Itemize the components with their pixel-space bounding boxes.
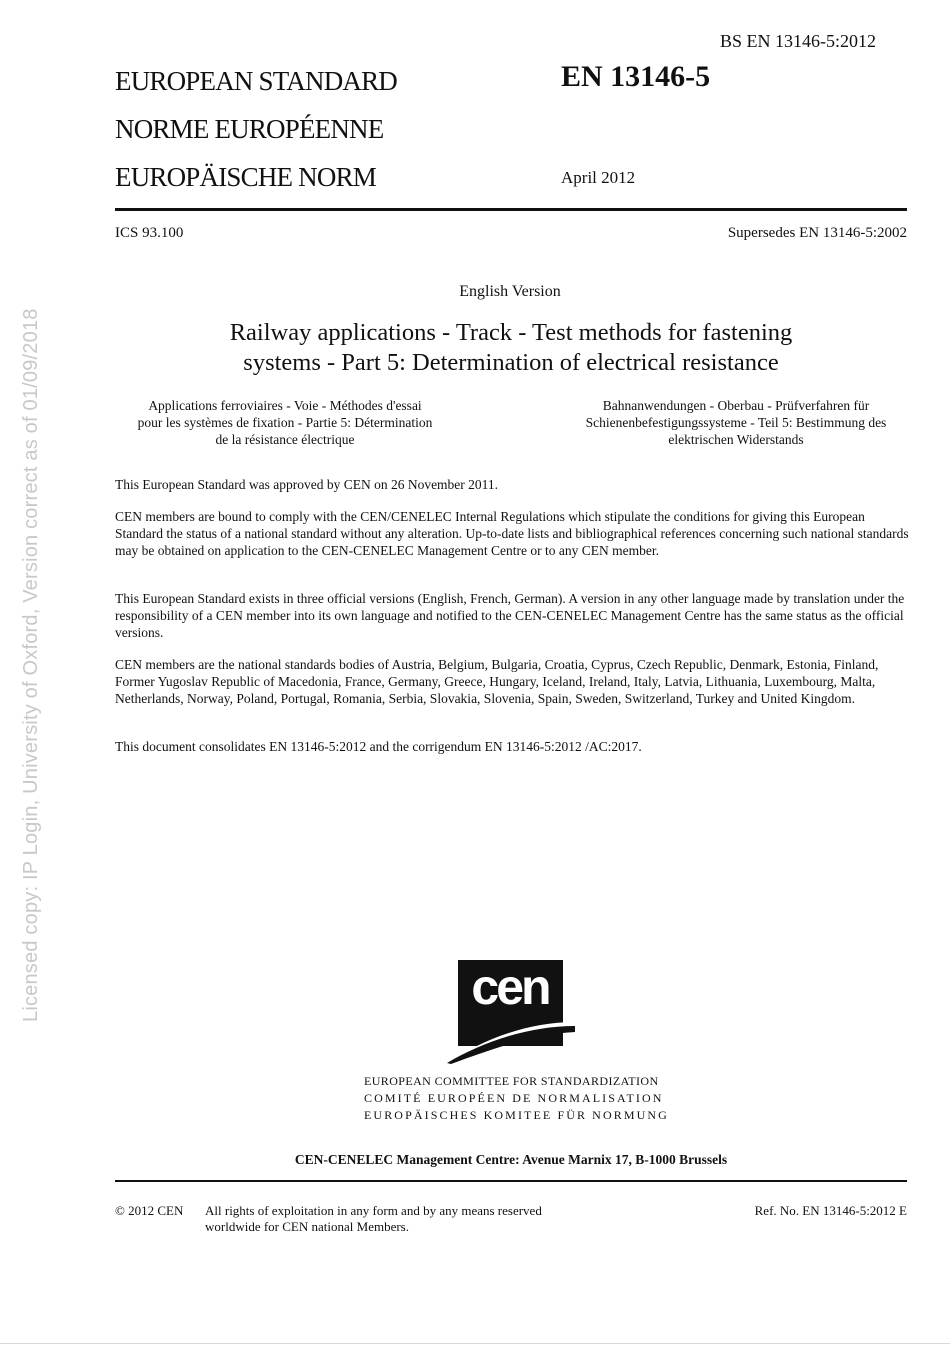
- page-edge-line: [0, 1343, 950, 1344]
- license-watermark: Licensed copy: IP Login, University of Oxford, Version correct as of 01/09/2018: [20, 308, 42, 1022]
- document-title-line: systems - Part 5: Determination of electrical resistance: [243, 349, 779, 376]
- official-versions-paragraph: This European Standard exists in three official versions (English, French, German). A version in any other language made by translation under the responsibility of a CEN member into its own language and notified to the CEN-CENELEC Management Centre has the same status as the official versions.: [115, 591, 905, 640]
- reference-number: Ref. No. EN 13146-5:2012 E: [754, 1203, 907, 1218]
- consolidation-paragraph: This document consolidates EN 13146-5:2012 and the corrigendum EN 13146-5:2012 /AC:2017.: [115, 739, 642, 754]
- cen-logo: [447, 960, 575, 1064]
- french-title-line: Applications ferroviaires - Voie - Méthodes d'essai: [148, 398, 422, 413]
- rights-line: All rights of exploitation in any form and by any means reserved: [205, 1203, 542, 1218]
- copyright: © 2012 CEN: [115, 1203, 184, 1218]
- french-title: [110, 397, 460, 448]
- standard-title-english: EUROPEAN STANDARD: [115, 66, 398, 96]
- document-title: [115, 318, 907, 378]
- french-title-line: de la résistance électrique: [215, 432, 355, 447]
- german-title: [560, 397, 912, 448]
- management-centre-address: CEN-CENELEC Management Centre: Avenue Marnix 17, B-1000 Brussels: [294, 1152, 728, 1167]
- committee-name-french: COMITÉ EUROPÉEN DE NORMALISATION: [364, 1091, 664, 1105]
- rights-statement: [205, 1203, 605, 1235]
- version-label: English Version: [459, 283, 561, 300]
- cen-logo-text: cen: [471, 960, 549, 1015]
- publication-date: April 2012: [561, 168, 636, 187]
- standard-title-german: EUROPÄISCHE NORM: [115, 162, 376, 192]
- rights-line: worldwide for CEN national Members.: [205, 1219, 409, 1234]
- german-title-line: Schienenbefestigungssysteme - Teil 5: Bestimmung des: [585, 415, 887, 430]
- approval-paragraph: This European Standard was approved by CEN on 26 November 2011.: [115, 477, 499, 492]
- compliance-paragraph: CEN members are bound to comply with the CEN/CENELEC Internal Regulations which stipulate the conditions for giving this European Standard the status of a national standard without any alteration. Up-to-date lists and bibliographical references concerning such national standards may be obtained on application to the CEN-CENELEC Management Centre or to any CEN member.: [115, 509, 909, 558]
- german-title-line: elektrischen Widerstands: [668, 432, 804, 447]
- header-divider: [115, 208, 907, 211]
- document-title-line: Railway applications - Track - Test methods for fastening: [229, 319, 793, 346]
- supersedes-note: Supersedes EN 13146-5:2002: [727, 225, 907, 241]
- bs-reference: BS EN 13146-5:2012: [720, 31, 877, 51]
- ics-code: ICS 93.100: [115, 225, 184, 241]
- members-paragraph: CEN members are the national standards bodies of Austria, Belgium, Bulgaria, Croatia, Cyprus, Czech Republic, Denmark, Estonia, Finland, Former Yugoslav Republic of Macedonia, France, Germany, Greece, Hungary, Iceland, Ireland, Italy, Latvia, Lithuania, Luxembourg, Malta, Netherlands, Norway, Poland, Portugal, Romania, Serbia, Slovakia, Slovenia, Spain, Sweden, Switzerland, Turkey and United Kingdom.: [115, 657, 879, 706]
- committee-name-english: EUROPEAN COMMITTEE FOR STANDARDIZATION: [364, 1074, 659, 1088]
- footer-divider: [115, 1180, 907, 1182]
- standard-title-french: NORME EUROPÉENNE: [115, 114, 384, 144]
- committee-name-german: EUROPÄISCHES KOMITEE FÜR NORMUNG: [364, 1108, 669, 1122]
- french-title-line: pour les systèmes de fixation - Partie 5: Détermination: [137, 415, 433, 430]
- en-number: EN 13146-5: [561, 60, 711, 93]
- german-title-line: Bahnanwendungen - Oberbau - Prüfverfahren für: [602, 398, 870, 413]
